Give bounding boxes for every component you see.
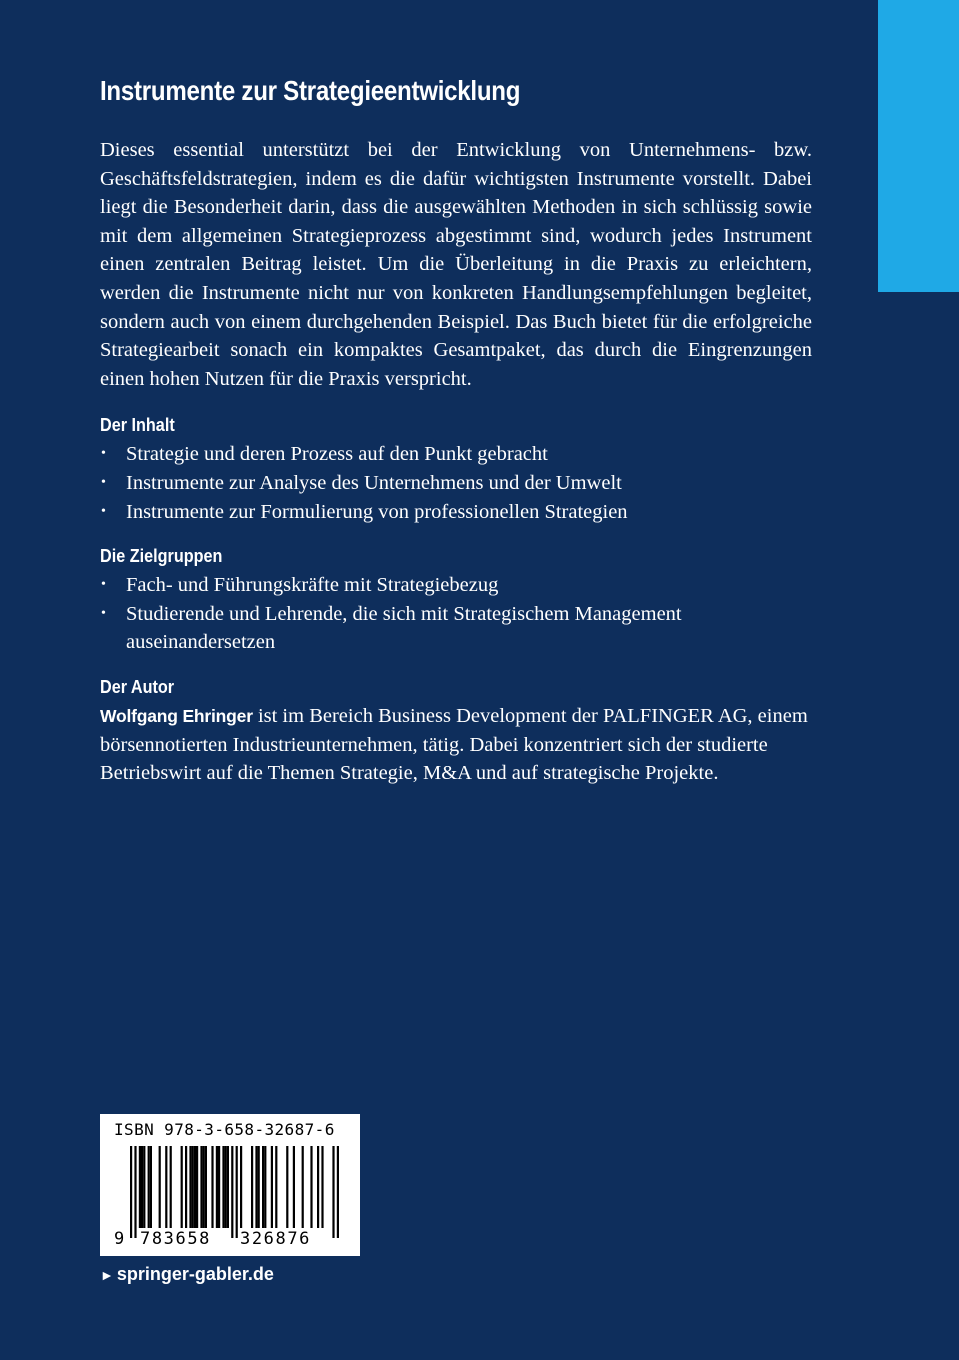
intro-paragraph: Dieses essential unterstützt bei der Entwicklung von Unternehmens- bzw. Geschäftsfeldstrategien, indem es die dafür wichtigsten Instrumente vorstellt. Dabei liegt die Besonderheit darin, dass die ausgewählten Methoden in sich schlüssig sowie mit dem allgemeinen Strategieprozess abgestimmt sind, wodurch jedes Instrument einen zentralen Beitrag leistet. Um die Überleitung in die Praxis zu erleichtern, werden die Instrumente nicht nur von konkreten Handlungsempfehlungen begleitet, sondern auch von einem durchgehenden Beispiel. Das Buch bietet für die erfolgreiche Strategiearbeit sonach ein kompaktes Gesamtpaket, das durch die Eingrenzungen einen hohen Nutzen für die Praxis verspricht. — [100, 139, 812, 390]
ean-left-digits: 783658 — [140, 1229, 212, 1249]
ean-first-digit: 9 — [114, 1229, 126, 1249]
barcode-bar-20 — [216, 1146, 218, 1228]
isbn-barcode — [100, 1114, 360, 1256]
play-arrow-icon: ► — [100, 1267, 114, 1283]
list-item: • Fach- und Führungskräfte mit Strategiebezug — [100, 571, 812, 600]
author-name: Wolfgang Ehringer — [100, 705, 253, 726]
barcode-bar-19 — [211, 1146, 213, 1228]
barcode-bar-37 — [302, 1146, 304, 1228]
barcode-bar-35 — [286, 1146, 288, 1228]
inhalt-list — [100, 440, 812, 526]
barcode-bars — [100, 1114, 360, 1256]
barcode-bar-34 — [275, 1146, 277, 1228]
barcode-bar-8 — [165, 1146, 167, 1228]
zielgruppen-heading: Die Zielgruppen — [100, 546, 223, 567]
barcode-bar-36 — [293, 1146, 295, 1228]
barcode-bar-24 — [227, 1146, 229, 1228]
book-title: Instrumente zur Strategieentwicklung — [100, 75, 521, 106]
isbn-label: ISBN 978-3-658-32687-6 — [114, 1120, 335, 1139]
barcode-bar-23 — [225, 1146, 227, 1228]
barcode-bar-29 — [255, 1146, 257, 1228]
barcode-bar-21 — [218, 1146, 220, 1228]
list-item: • Instrumente zur Formulierung von professionellen Strategien — [100, 498, 812, 527]
bullet-icon: • — [101, 605, 106, 621]
barcode-bar-3 — [141, 1146, 143, 1228]
barcode-bar-42 — [337, 1146, 339, 1238]
barcode-bar-25 — [231, 1146, 233, 1238]
barcode-bar-30 — [258, 1146, 260, 1228]
barcode-bar-17 — [203, 1146, 205, 1228]
barcode-bar-41 — [332, 1146, 334, 1238]
barcode-bar-10 — [181, 1146, 183, 1228]
barcode-bar-2 — [139, 1146, 141, 1228]
barcode-bar-40 — [321, 1146, 323, 1228]
barcode-bar-0 — [130, 1146, 132, 1238]
zielgruppen-list — [100, 571, 812, 657]
autor-heading: Der Autor — [100, 676, 175, 697]
barcode-bar-28 — [251, 1146, 253, 1228]
barcode-bar-6 — [150, 1146, 152, 1228]
barcode-bar-15 — [196, 1146, 198, 1228]
barcode-bar-32 — [264, 1146, 266, 1228]
accent-bar — [878, 0, 959, 292]
back-cover-content — [100, 72, 812, 788]
barcode-bar-26 — [236, 1146, 238, 1238]
barcode-bar-22 — [222, 1146, 224, 1228]
list-item: • Studierende und Lehrende, die sich mit Strategischem Management auseinandersetzen — [100, 600, 812, 657]
barcode-bar-4 — [143, 1146, 145, 1228]
barcode-bar-39 — [317, 1146, 319, 1228]
barcode-bar-27 — [240, 1146, 242, 1228]
author-paragraph — [100, 702, 812, 788]
barcode-bar-31 — [262, 1146, 264, 1228]
barcode-bar-9 — [170, 1146, 172, 1228]
ean-right-digits: 326876 — [240, 1229, 312, 1249]
list-item: • Strategie und deren Prozess auf den Punkt gebracht — [100, 440, 812, 469]
barcode-bar-7 — [159, 1146, 161, 1228]
barcode-bar-38 — [310, 1146, 312, 1228]
barcode-bar-33 — [271, 1146, 273, 1228]
list-item: • Instrumente zur Analyse des Unternehmens und der Umwelt — [100, 469, 812, 498]
inhalt-heading: Der Inhalt — [100, 415, 175, 436]
barcode-bar-11 — [185, 1146, 187, 1228]
publisher-link[interactable] — [100, 1262, 274, 1287]
barcode-bar-12 — [189, 1146, 191, 1228]
bullet-icon: • — [101, 503, 106, 519]
barcode-bar-1 — [134, 1146, 136, 1238]
bullet-icon: • — [101, 474, 106, 490]
barcode-bar-5 — [148, 1146, 150, 1228]
barcode-bar-16 — [200, 1146, 202, 1228]
bullet-icon: • — [101, 446, 106, 462]
author-bio: ist im Bereich Business Development der PALFINGER AG, einem börsennotierten Industrieunternehmen, tätig. Dabei konzentriert sich der studierte Betriebswirt auf die Themen Strategie, M&A und auf strategische Projekte. — [100, 704, 808, 785]
barcode-bar-18 — [205, 1146, 207, 1228]
publisher-url: springer-gabler.de — [116, 1264, 274, 1284]
barcode-bar-14 — [194, 1146, 196, 1228]
barcode-bar-13 — [192, 1146, 194, 1228]
bullet-icon: • — [101, 577, 106, 593]
